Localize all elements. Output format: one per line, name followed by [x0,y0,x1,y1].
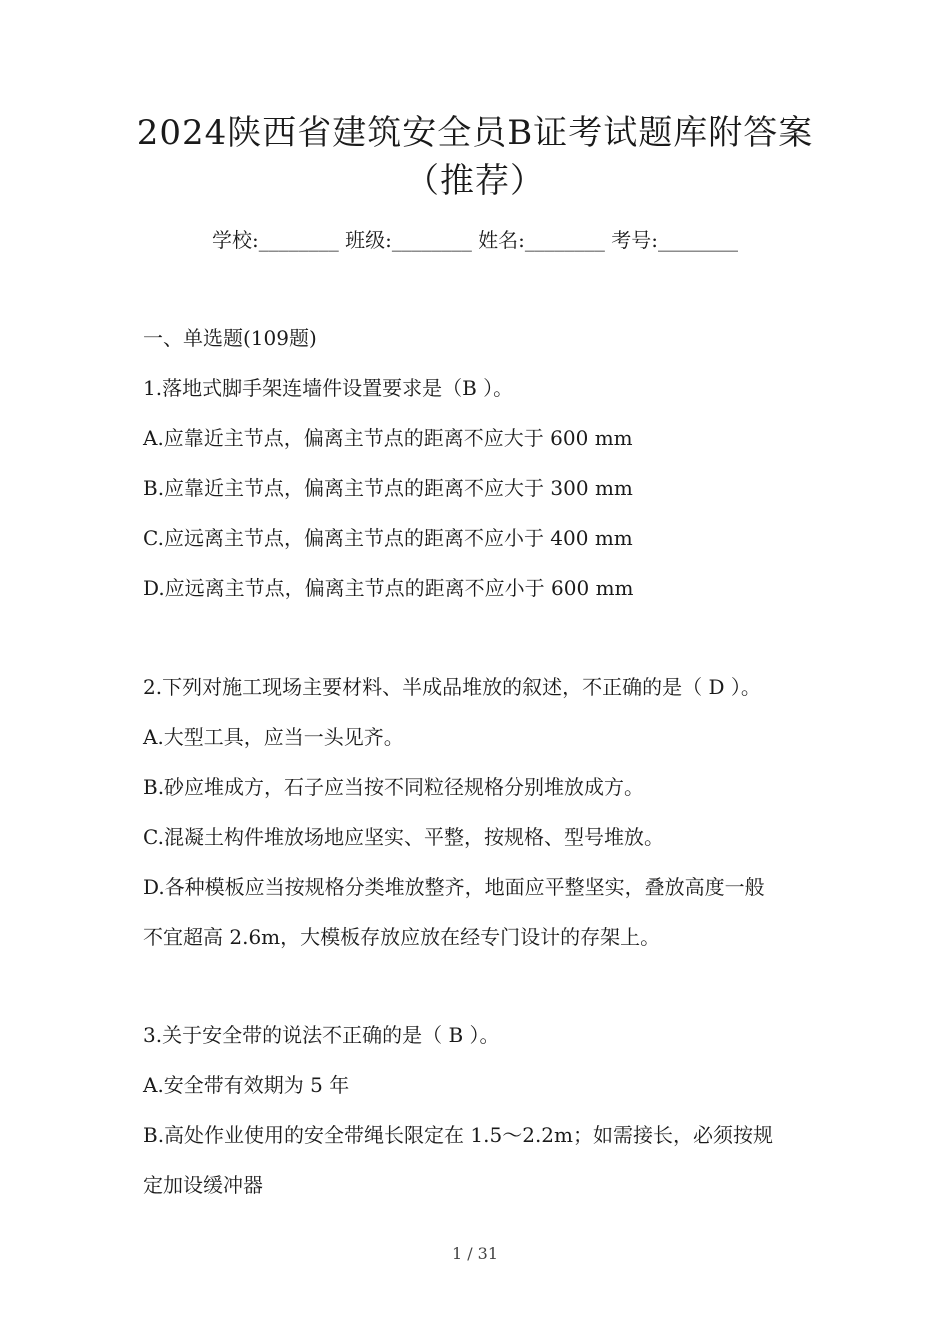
question-3-stem: 3.关于安全带的说法不正确的是（ B ）。 [143,1023,500,1047]
question-1-option-a: A.应靠近主节点，偏离主节点的距离不应大于 600 mm [143,426,633,450]
page-number: 1 / 31 [451,1244,499,1263]
question-3-option-a: A.安全带有效期为 5 年 [143,1073,350,1097]
document-title-line-1: 2024陕西省建筑安全员B证考试题库附答案 [136,113,814,153]
question-1-option-c: C.应远离主节点，偏离主节点的距离不应小于 400 mm [143,526,633,550]
question-1-option-d: D.应远离主节点，偏离主节点的距离不应小于 600 mm [143,576,634,600]
question-1-stem: 1.落地式脚手架连墙件设置要求是（B ）。 [143,376,514,400]
section-heading: 一、单选题(109题) [143,326,317,350]
question-2-option-b: B.砂应堆成方，石子应当按不同粒径规格分别堆放成方。 [143,775,645,799]
question-2-option-a: A.大型工具，应当一头见齐。 [143,725,404,749]
document-title-line-2: （推荐） [405,161,545,201]
question-2-option-d-line-2: 不宜超高 2.6m，大模板存放应放在经专门设计的存架上。 [143,925,661,949]
question-2-option-d-line-1: D.各种模板应当按规格分类堆放整齐，地面应平整坚实，叠放高度一般 [143,875,765,899]
question-3-option-b-line-1: B.高处作业使用的安全带绳长限定在 1.5～2.2m；如需接长，必须按规 [143,1123,773,1147]
question-2-stem: 2.下列对施工现场主要材料、半成品堆放的叙述，不正确的是（ D ）。 [143,675,761,699]
student-info-line: 学校:________ 班级:________ 姓名:________ 考号:________ [211,228,739,252]
question-2-option-c: C.混凝土构件堆放场地应坚实、平整，按规格、型号堆放。 [143,825,664,849]
question-1-option-b: B.应靠近主节点，偏离主节点的距离不应大于 300 mm [143,476,633,500]
question-3-option-b-line-2: 定加设缓冲器 [143,1173,263,1197]
